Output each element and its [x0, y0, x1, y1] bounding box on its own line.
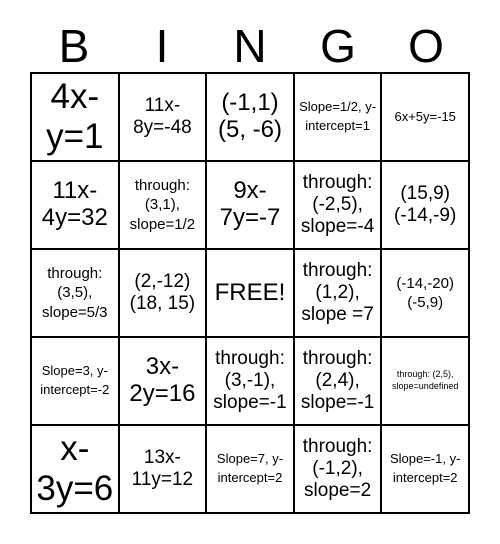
cell-text: (15,9) (-14,-9) [394, 183, 457, 226]
cell-text: through: (3,-1), slope=-1 [213, 348, 287, 413]
bingo-cell[interactable] [294, 161, 382, 249]
cell-text: Slope=1/2, y-intercept=1 [299, 99, 377, 133]
bingo-cell[interactable] [381, 73, 469, 161]
cell-text: through: (3,1), slope=1/2 [129, 176, 196, 233]
cell-text: through: (-2,5), slope=-4 [300, 172, 375, 237]
bingo-cell-free[interactable] [206, 249, 294, 337]
cell-text: through: (3,5), slope=5/3 [42, 264, 108, 321]
bingo-cell[interactable] [294, 249, 382, 337]
bingo-cell[interactable] [381, 161, 469, 249]
cell-text: Slope=3, y-intercept=-2 [40, 363, 110, 397]
cell-text: (-1,1)(5, -6) [217, 89, 282, 143]
cell-text: FREE! [214, 278, 286, 306]
cell-text: 11x-8y=-48 [133, 95, 192, 138]
bingo-header [30, 18, 470, 74]
cell-text: 11x-4y=32 [41, 177, 108, 231]
header-letter-o: O [408, 20, 444, 72]
bingo-cell[interactable] [381, 425, 469, 513]
bingo-cell[interactable] [294, 337, 382, 425]
bingo-cell[interactable] [119, 249, 207, 337]
header-letter-b: B [58, 20, 90, 72]
cell-text: (2,-12) (18, 15) [129, 271, 196, 314]
cell-text: 6x+5y=-15 [394, 108, 456, 124]
bingo-cell[interactable] [381, 337, 469, 425]
header-letter-n: N [233, 20, 267, 72]
bingo-cell[interactable] [31, 249, 119, 337]
cell-text: through: (2,4), slope=-1 [300, 348, 375, 413]
bingo-cell[interactable] [119, 161, 207, 249]
cell-text: 13x-11y=12 [131, 447, 194, 490]
bingo-cell[interactable] [381, 249, 469, 337]
bingo-cell[interactable] [31, 337, 119, 425]
bingo-cell[interactable] [31, 161, 119, 249]
bingo-cell[interactable] [294, 425, 382, 513]
header-letter-i: I [155, 20, 169, 72]
bingo-cell[interactable] [206, 337, 294, 425]
cell-text: (-14,-20) (-5,9) [396, 274, 454, 311]
cell-text: through: (-1,2), slope=2 [302, 436, 373, 501]
bingo-cell[interactable] [119, 337, 207, 425]
cell-text: 4x-y=1 [46, 76, 104, 156]
bingo-cell[interactable] [119, 73, 207, 161]
bingo-cell[interactable] [206, 73, 294, 161]
bingo-cell[interactable] [119, 425, 207, 513]
bingo-cell[interactable] [206, 161, 294, 249]
cell-text: through: (2,5), slope=undefined [392, 369, 459, 391]
cell-text: 3x-2y=16 [129, 353, 196, 407]
bingo-cell[interactable] [31, 425, 119, 513]
bingo-cell[interactable] [31, 73, 119, 161]
cell-text: 9x-7y=-7 [219, 177, 281, 231]
cell-text: Slope=-1, y-intercept=2 [389, 451, 461, 485]
header-letter-g: G [320, 20, 356, 72]
bingo-grid [30, 72, 470, 514]
cell-text: Slope=7, y-intercept=2 [216, 451, 284, 485]
cell-text: x-3y=6 [36, 428, 114, 508]
cell-text: through: (1,2), slope =7 [301, 260, 374, 325]
bingo-cell[interactable] [294, 73, 382, 161]
bingo-cell[interactable] [206, 425, 294, 513]
